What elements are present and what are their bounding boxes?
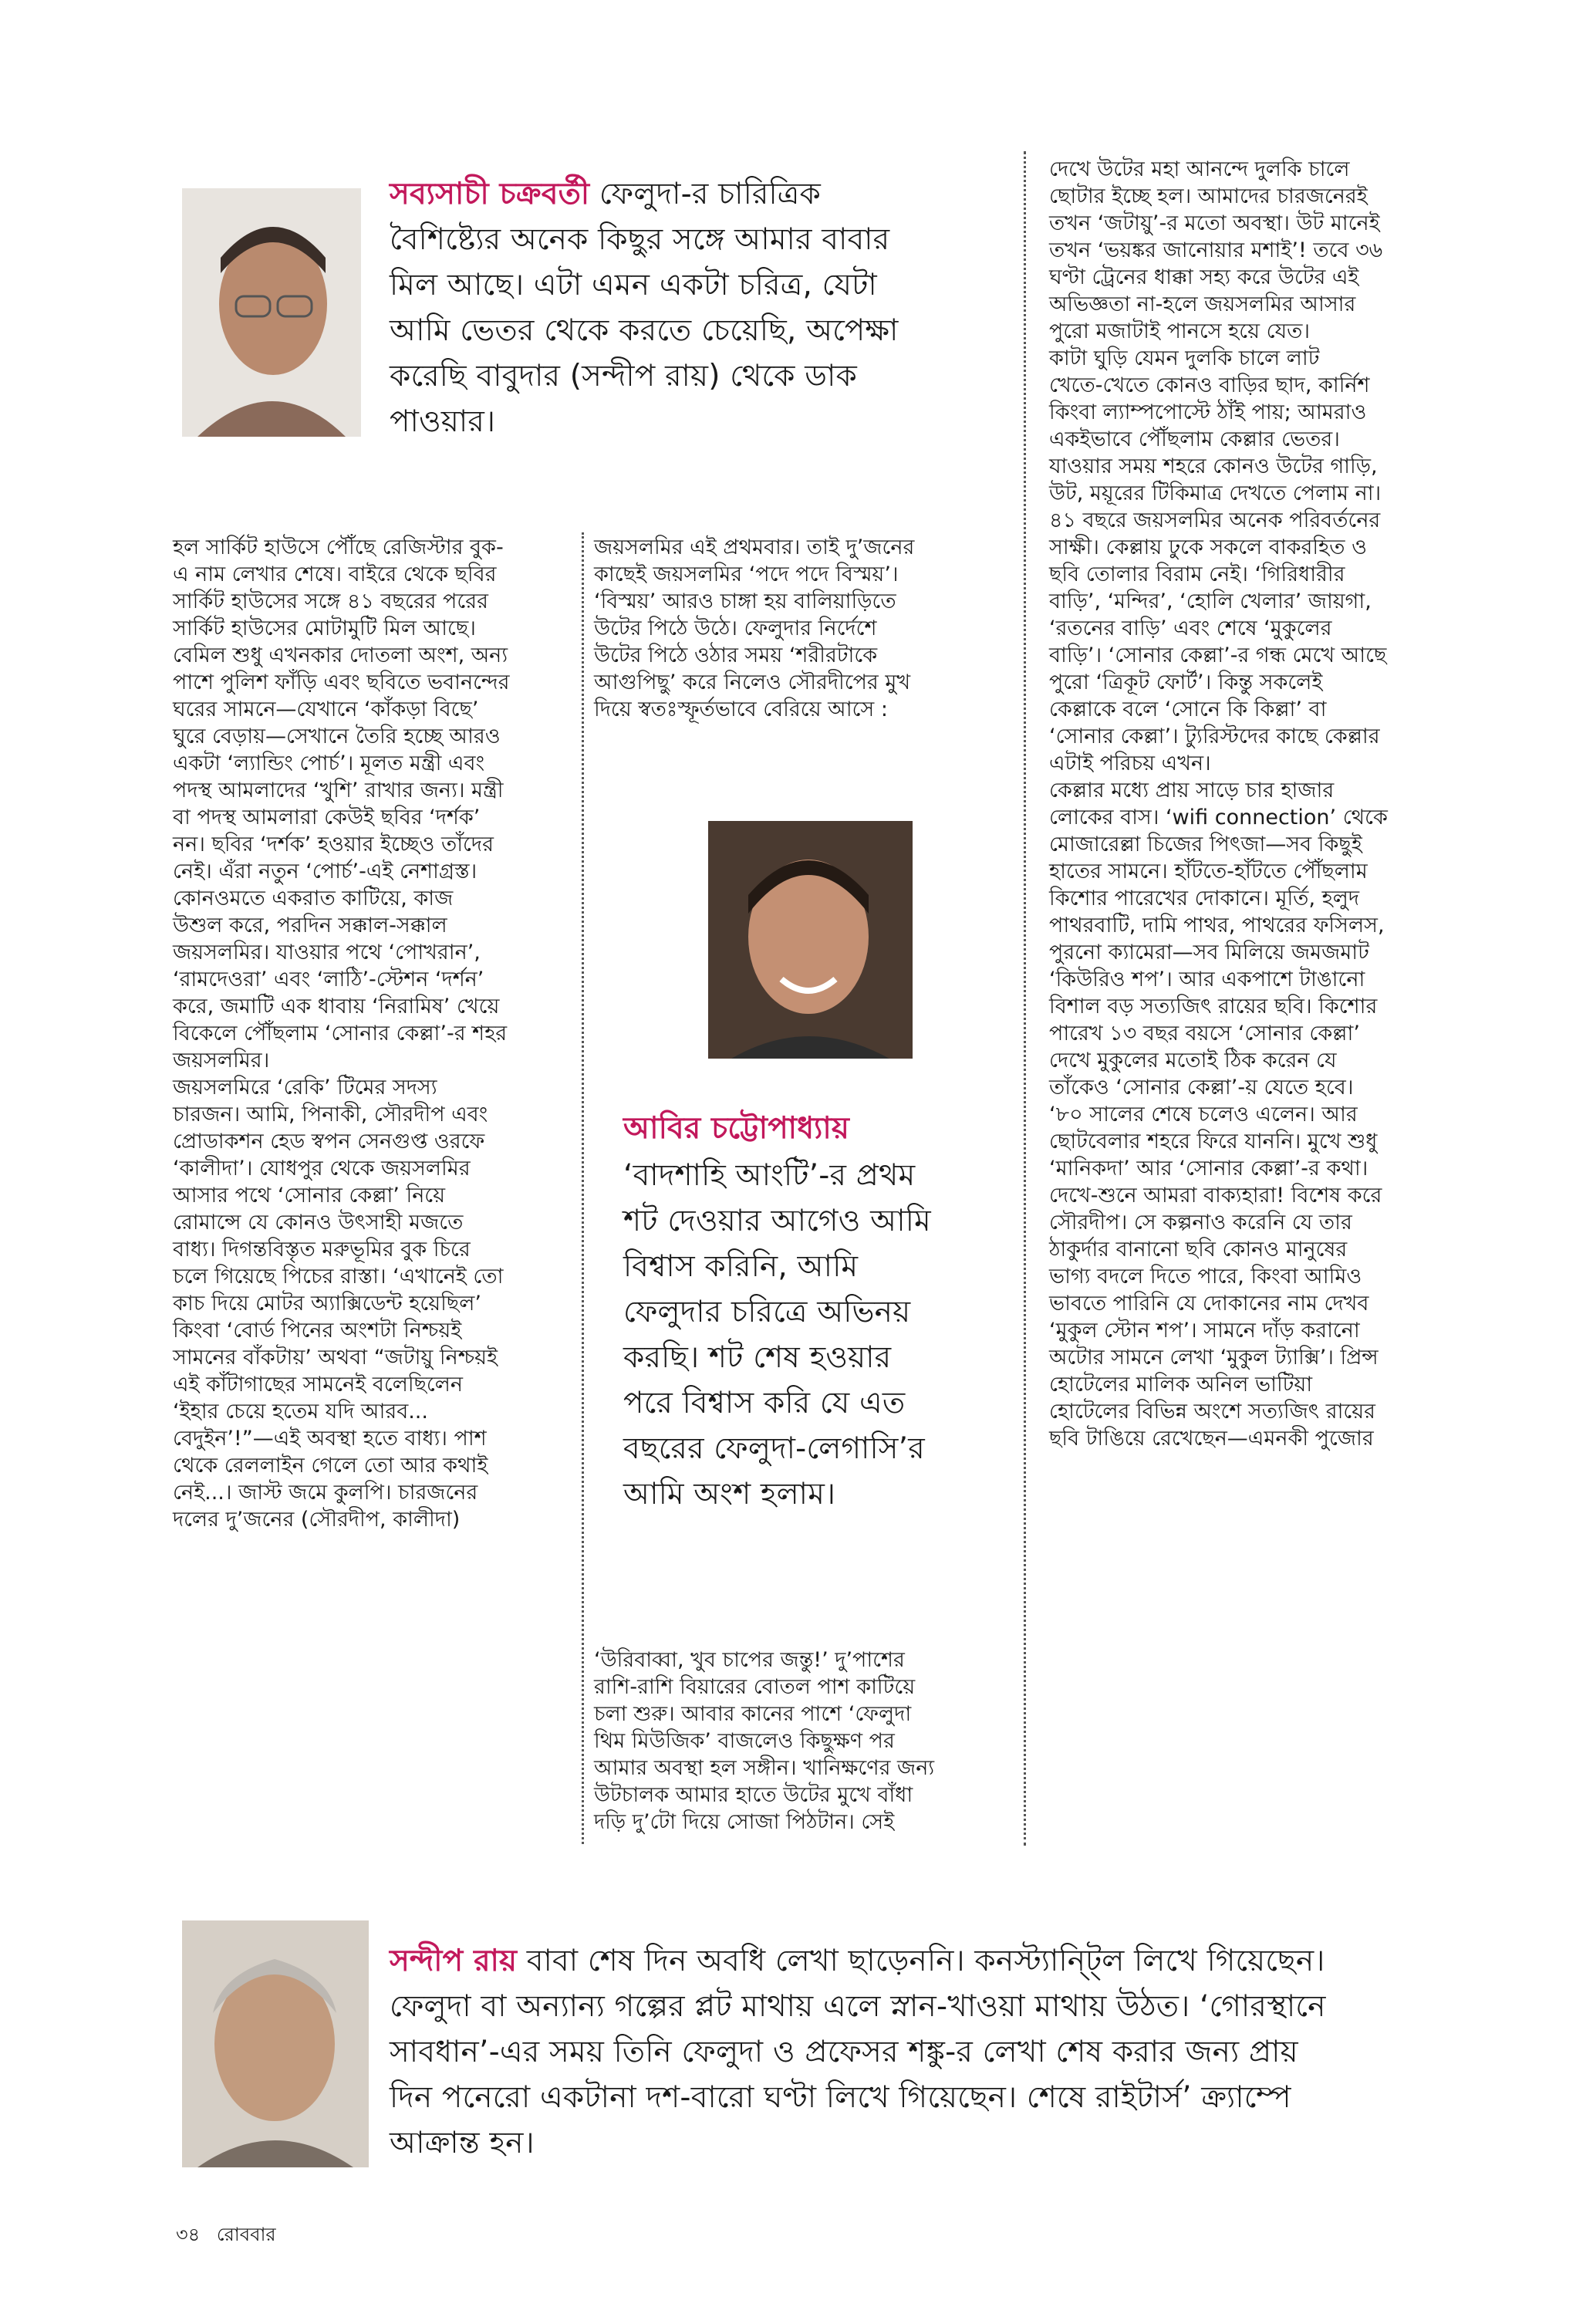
text-line: হোটেলের বিভিন্ন অংশে সত্যজিৎ রায়ের <box>1049 1400 1376 1424</box>
quote-mid-line-8: আমি অংশ হলাম। <box>623 1477 836 1512</box>
text-line: নেই। এঁরা নতুন ‘পোর্চ’-এই নেশাগ্রস্ত। <box>173 860 478 883</box>
text-line: ‘কালীদা’। যোধপুর থেকে জয়সলমির <box>173 1157 471 1181</box>
text-line: জয়সলমির। যাওয়ার পথে ‘পোখরান’, <box>173 941 481 964</box>
quote-top <box>390 171 976 444</box>
text-line: সার্কিট হাউসের সঙ্গে ৪১ বছরের পরের <box>173 589 488 613</box>
quote-top-line-6: পাওয়ার। <box>390 404 496 439</box>
text-line: করে, জমাটি এক ধাবায় ‘নিরামিষ’ খেয়ে <box>173 995 500 1018</box>
text-line: ‘সোনার কেল্লা’। ট্যুরিস্টদের কাছে কেল্লার <box>1049 725 1380 748</box>
text-line: থিম মিউজিক’ বাজলেও কিছুক্ষণ পর <box>594 1729 895 1753</box>
text-line: ‘মানিকদা’ আর ‘সোনার কেল্লা’-র কথা। <box>1049 1157 1368 1181</box>
text-line: পুরো মজাটাই পানসে হয়ে যেত। <box>1049 319 1311 343</box>
quote-mid-line-3: বিশ্বাস করিনি, আমি <box>623 1249 859 1284</box>
text-line: যাওয়ার সময় শহরে কোনও উটের গাড়ি, <box>1049 454 1378 478</box>
text-line: নেই...। জাস্ট জমে কুলপি। চারজনের <box>173 1481 478 1505</box>
text-line: কাচ দিয়ে মোটর অ্যাক্সিডেন্ট হয়েছিল’ <box>173 1292 481 1316</box>
text-line: তখন ‘জটায়ু’-র মতো অবস্থা। উট মানেই <box>1049 211 1380 235</box>
quote-bottom <box>390 1938 1500 2166</box>
text-line: চলে গিয়েছে পিচের রাস্তা। ‘এখানেই তো <box>173 1265 504 1289</box>
text-line: সার্কিট হাউসের মোটামুটি মিল আছে। <box>173 616 476 640</box>
text-line: বেমিল শুধু এখনকার দোতলা অংশ, অন্য <box>173 643 508 667</box>
text-line: কিংবা ল্যাম্পপোস্টে ঠাঁই পায়; আমরাও <box>1049 400 1367 424</box>
column-2-top <box>594 534 1018 723</box>
text-line: দেখে-শুনে আমরা বাক্যহারা! বিশেষ করে <box>1049 1184 1382 1208</box>
text-line: ‘বিস্ময়’ আরও চাঙ্গা হয় বালিয়াড়িতে <box>594 589 896 613</box>
text-line: কাছেই জয়সলমির ‘পদে পদে বিস্ময়’। <box>594 562 899 586</box>
text-line: এটাই পরিচয় এখন। <box>1049 752 1211 775</box>
text-line: বাড়ি’, ‘মন্দির’, ‘হোলি খেলার’ জায়গা, <box>1049 589 1372 613</box>
text-line: উশুল করে, পরদিন সক্কাল-সক্কাল <box>173 914 447 937</box>
text-line: পারেখ ১৩ বছর বয়সে ‘সোনার কেল্লা’ <box>1049 1022 1360 1045</box>
quote-top-line-5: করেছি বাবুদার (সন্দীপ রায়) থেকে ডাক <box>390 359 857 394</box>
text-line: কেল্লার মধ্যে প্রায় সাড়ে চার হাজার <box>1049 779 1335 802</box>
text-line: থেকে রেললাইন গেলে তো আর কথাই <box>173 1454 488 1478</box>
column-divider-2 <box>1024 151 1026 1846</box>
text-line: বাড়ি’। ‘সোনার কেল্লা’-র গন্ধ মেখে আছে <box>1049 643 1387 667</box>
text-line: ঘণ্টা ট্রেনের ধাক্কা সহ্য করে উটের এই <box>1049 265 1359 289</box>
column-divider-1 <box>582 532 584 1844</box>
text-line: বিকেলে পৌঁছলাম ‘সোনার কেল্লা’-র শহর <box>173 1022 508 1045</box>
text-line: জয়সলমিরে ‘রেকি’ টিমের সদস্য <box>173 1076 437 1100</box>
text-line: জয়সলমির এই প্রথমবার। তাই দু’জনের <box>594 535 915 559</box>
text-line: ঠাকুর্দার বানানো ছবি কোনও মানুষের <box>1049 1238 1348 1262</box>
column-1 <box>173 534 574 1533</box>
quote-mid-line-2: শট দেওয়ার আগেও আমি <box>623 1204 931 1238</box>
quote-mid-author: আবির চট্টোপাধ্যায় <box>623 1111 850 1146</box>
text-line: হোটেলের মালিক অনিল ভাটিয়া <box>1049 1373 1313 1397</box>
text-line: হল সার্কিট হাউসে পৌঁছে রেজিস্টার বুক- <box>173 535 504 559</box>
text-line: ‘মুকুল স্টোন শপ’। সামনে দাঁড় করানো <box>1049 1319 1360 1343</box>
text-line: বা পদস্থ আমলারা কেউই ছবির ‘দর্শক’ <box>173 806 481 829</box>
portrait-image <box>182 188 361 437</box>
text-line: চারজন। আমি, পিনাকী, সৌরদীপ এবং <box>173 1103 488 1127</box>
text-line: লোকের বাস। ‘wifi connection’ থেকে <box>1049 806 1388 829</box>
photo-sandip <box>182 1920 369 2167</box>
portrait-image <box>708 821 913 1059</box>
text-line: দেখে উটের মহা আনন্দে দুলকি চালে <box>1049 157 1350 181</box>
text-line: কিশোর পারেখের দোকানে। মূর্তি, হলুদ <box>1049 887 1360 910</box>
page-footer <box>176 2221 276 2251</box>
column-2-bottom <box>594 1647 1018 1836</box>
text-line: সামনের বাঁকটায়’ অথবা “জটায়ু নিশ্চয়ই <box>173 1346 498 1370</box>
text-line: সৌরদীপ। সে কল্পনাও করেনি যে তার <box>1049 1211 1352 1235</box>
text-line: ভাবতে পারিনি যে দোকানের নাম দেখব <box>1049 1292 1369 1316</box>
quote-bottom-line-3: সাবধান’-এর সময় তিনি ফেলুদা ও প্রফেসর শঙ্কু-র লেখা শেষ করার জন্য প্রায় <box>390 2035 1298 2069</box>
text-line: ‘৮০ সালের শেষে চলেও এলেন। আর <box>1049 1103 1358 1127</box>
text-line: পাথরবাটি, দামি পাথর, পাথরের ফসিলস, <box>1049 914 1385 937</box>
text-line: ছোটবেলার শহরে ফিরে যাননি। মুখে শুধু <box>1049 1130 1378 1154</box>
photo-abir <box>708 821 913 1059</box>
text-line: নন। ছবির ‘দর্শক’ হওয়ার ইচ্ছেও তাঁদের <box>173 833 494 856</box>
quote-top-line-4: আমি ভেতর থেকে করতে চেয়েছি, অপেক্ষা <box>390 313 899 348</box>
text-line: রোমান্সে যে কোনও উৎসাহী মজতে <box>173 1211 464 1235</box>
text-line: দিয়ে স্বতঃস্ফূর্তভাবে বেরিয়ে আসে : <box>594 698 888 721</box>
text-line: জয়সলমির। <box>173 1049 270 1072</box>
text-line: প্রোডাকশন হেড স্বপন সেনগুপ্ত ওরফে <box>173 1130 485 1154</box>
photo-sabyasachi <box>182 188 361 437</box>
text-line: বেদুইন’!”—এই অবস্থা হতে বাধ্য। পাশ <box>173 1427 487 1451</box>
text-line: তখন ‘ভয়ঙ্কর জানোয়ার মশাই’! তবে ৩৬ <box>1049 238 1383 262</box>
text-line: উট, ময়ূরের টিকিমাত্র দেখতে পেলাম না। <box>1049 481 1382 505</box>
text-line: একইভাবে পৌঁছলাম কেল্লার ভেতর। <box>1049 427 1340 451</box>
text-line: তাঁকেও ‘সোনার কেল্লা’-য় যেতে হবে। <box>1049 1076 1354 1100</box>
quote-bottom-author: সন্দীপ রায় <box>390 1944 518 1978</box>
text-line: কিংবা ‘বোর্ড পিনের অংশটা নিশ্চয়ই <box>173 1319 462 1343</box>
text-line: পাশে পুলিশ ফাঁড়ি এবং ছবিতে ভবানন্দের <box>173 671 510 694</box>
quote-top-line-3: মিল আছে। এটা এমন একটা চরিত্র, যেটা <box>390 268 877 302</box>
quote-mid-line-5: করছি। শট শেষ হওয়ার <box>623 1340 892 1375</box>
quote-mid-line-1: ‘বাদশাহি আংটি’-র প্রথম <box>623 1158 916 1193</box>
text-line: ঘুরে বেড়ায়—সেখানে তৈরি হচ্ছে আরও <box>173 725 501 748</box>
text-line: উটচালক আমার হাতে উটের মুখে বাঁধা <box>594 1783 913 1807</box>
text-line: একটা ‘ল্যান্ডিং পোর্চ’। মূলত মন্ত্রী এবং <box>173 752 485 775</box>
text-line: ঘরের সামনে—যেখানে ‘কাঁকড়া বিছে’ <box>173 698 479 721</box>
quote-bottom-line-4: দিন পনেরো একটানা দশ-বারো ঘণ্টা লিখে গিয়েছেন। শেষে রাইটার্স’ ক্র্যাম্পে <box>390 2080 1291 2115</box>
text-line: আসার পথে ‘সোনার কেল্লা’ নিয়ে <box>173 1184 446 1208</box>
quote-mid-line-6: পরে বিশ্বাস করি যে এত <box>623 1386 906 1420</box>
quote-bottom-line-1: সন্দীপ রায় বাবা শেষ দিন অবধি লেখা ছাড়েননি। কনস্ট্যান্ট্লি লিখে গিয়েছেন। <box>390 1944 1325 1978</box>
text-line: অটোর সামনে লেখা ‘মুকুল ট্যাক্সি’। প্রিন্স <box>1049 1346 1379 1370</box>
text-line: হাতের সামনে। হাঁটতে-হাঁটতে পৌঁছলাম <box>1049 860 1368 883</box>
text-line: খেতে-খেতে কোনও বাড়ির ছাদ, কার্নিশ <box>1049 373 1370 397</box>
text-line: দলের দু’জনের (সৌরদীপ, কালীদা) <box>173 1508 461 1532</box>
text-line: রাশি-রাশি বিয়ারের বোতল পাশ কাটিয়ে <box>594 1675 916 1699</box>
text-line: ‘রামদেওরা’ এবং ‘লাঠি’-স্টেশন ‘দর্শন’ <box>173 968 484 991</box>
text-line: ছবি তোলার বিরাম নেই। ‘গিরিধারীর <box>1049 562 1345 586</box>
text-line: ‘ইহার চেয়ে হতেম যদি আরব... <box>173 1400 428 1424</box>
text-line: কাটা ঘুড়ি যেমন দুলকি চালে লাট <box>1049 346 1320 370</box>
quote-mid-line-7: বছরের ফেলুদা-লেগাসি’র <box>623 1431 925 1466</box>
text-line: পুরনো ক্যামেরা—সব মিলিয়ে জমজমাট <box>1049 941 1369 964</box>
portrait-image <box>182 1920 369 2167</box>
text-line: চলা শুরু। আবার কানের পাশে ‘ফেলুদা <box>594 1702 912 1726</box>
text-line: কেল্লাকে বলে ‘সোনে কি কিল্লা’ বা <box>1049 698 1327 721</box>
quote-bottom-line-2: ফেলুদা বা অন্যান্য গল্পের প্লট মাথায় এলে স্নান-খাওয়া মাথায় উঠত। ‘গোরস্থানে <box>390 1989 1326 2024</box>
text-line: অভিজ্ঞতা না-হলে জয়সলমির আসার <box>1049 292 1356 316</box>
text-line: মোজারেল্লা চিজের পিৎজা—সব কিছুই <box>1049 833 1362 856</box>
text-line: দেখে মুকুলের মতোই ঠিক করেন যে <box>1049 1049 1337 1072</box>
magazine-name: রোববার <box>216 2224 276 2245</box>
text-line: ‘রতনের বাড়ি’ এবং শেষে ‘মুকুলের <box>1049 616 1332 640</box>
text-line: উটের পিঠে উঠে। ফেলুদার নির্দেশে <box>594 616 877 640</box>
text-line: ৪১ বছরে জয়সলমির অনেক পরিবর্তনের <box>1049 508 1381 532</box>
text-line: ভাগ্য বদলে দিতে পারে, কিংবা আমিও <box>1049 1265 1362 1289</box>
text-line: উটের পিঠে ওঠার সময় ‘শরীরটাকে <box>594 643 878 667</box>
text-line: দড়ি দু’টো দিয়ে সোজা পিঠটান। সেই <box>594 1810 895 1834</box>
quote-mid <box>623 1105 1017 1517</box>
text-line: কোনওমতে একরাত কাটিয়ে, কাজ <box>173 887 454 910</box>
text-line: বিশাল বড় সত্যজিৎ রায়ের ছবি। কিশোর <box>1049 995 1378 1018</box>
quote-top-line-2: বৈশিষ্ট্যের অনেক কিছুর সঙ্গে আমার বাবার <box>390 222 890 257</box>
quote-top-author: সব্যসাচী চক্রবর্তী <box>390 177 590 211</box>
quote-bottom-line-5: আক্রান্ত হন। <box>390 2126 535 2160</box>
quote-top-line-1: সব্যসাচী চক্রবর্তী ফেলুদা-র চারিত্রিক <box>390 177 821 211</box>
text-line: আগুপিছু’ করে নিলেও সৌরদীপের মুখ <box>594 671 911 694</box>
text-line: ‘উরিবাব্বা, খুব চাপের জন্তু!’ দু’পাশের <box>594 1648 905 1672</box>
text-line: বাধ্য। দিগন্তবিস্তৃত মরুভূমির বুক চিরে <box>173 1238 471 1262</box>
text-line: ‘কিউরিও শপ’। আর একপাশে টাঙানো <box>1049 968 1365 991</box>
text-line: পদস্থ আমলাদের ‘খুশি’ রাখার জন্য। মন্ত্রী <box>173 779 504 802</box>
column-3 <box>1049 156 1481 1452</box>
quote-mid-line-4: ফেলুদার চরিত্রে অভিনয় <box>623 1295 911 1329</box>
page-number: ৩৪ <box>176 2224 201 2245</box>
text-line: ছবি টাঙিয়ে রেখেছেন—এমনকী পুজোর <box>1049 1427 1374 1451</box>
text-line: আমার অবস্থা হল সঙ্গীন। খানিক্ষণের জন্য <box>594 1756 935 1780</box>
text-line: এ নাম লেখার শেষে। বাইরে থেকে ছবির <box>173 562 497 586</box>
text-line: এই কাঁটাগাছের সামনেই বলেছিলেন <box>173 1373 464 1397</box>
text-line: পুরো ‘ত্রিকূট ফোর্ট’। কিন্তু সকলেই <box>1049 671 1323 694</box>
text-line: সাক্ষী। কেল্লায় ঢুকে সকলে বাকরহিত ও <box>1049 535 1367 559</box>
text-line: ছোটার ইচ্ছে হল। আমাদের চারজনেরই <box>1049 184 1368 208</box>
